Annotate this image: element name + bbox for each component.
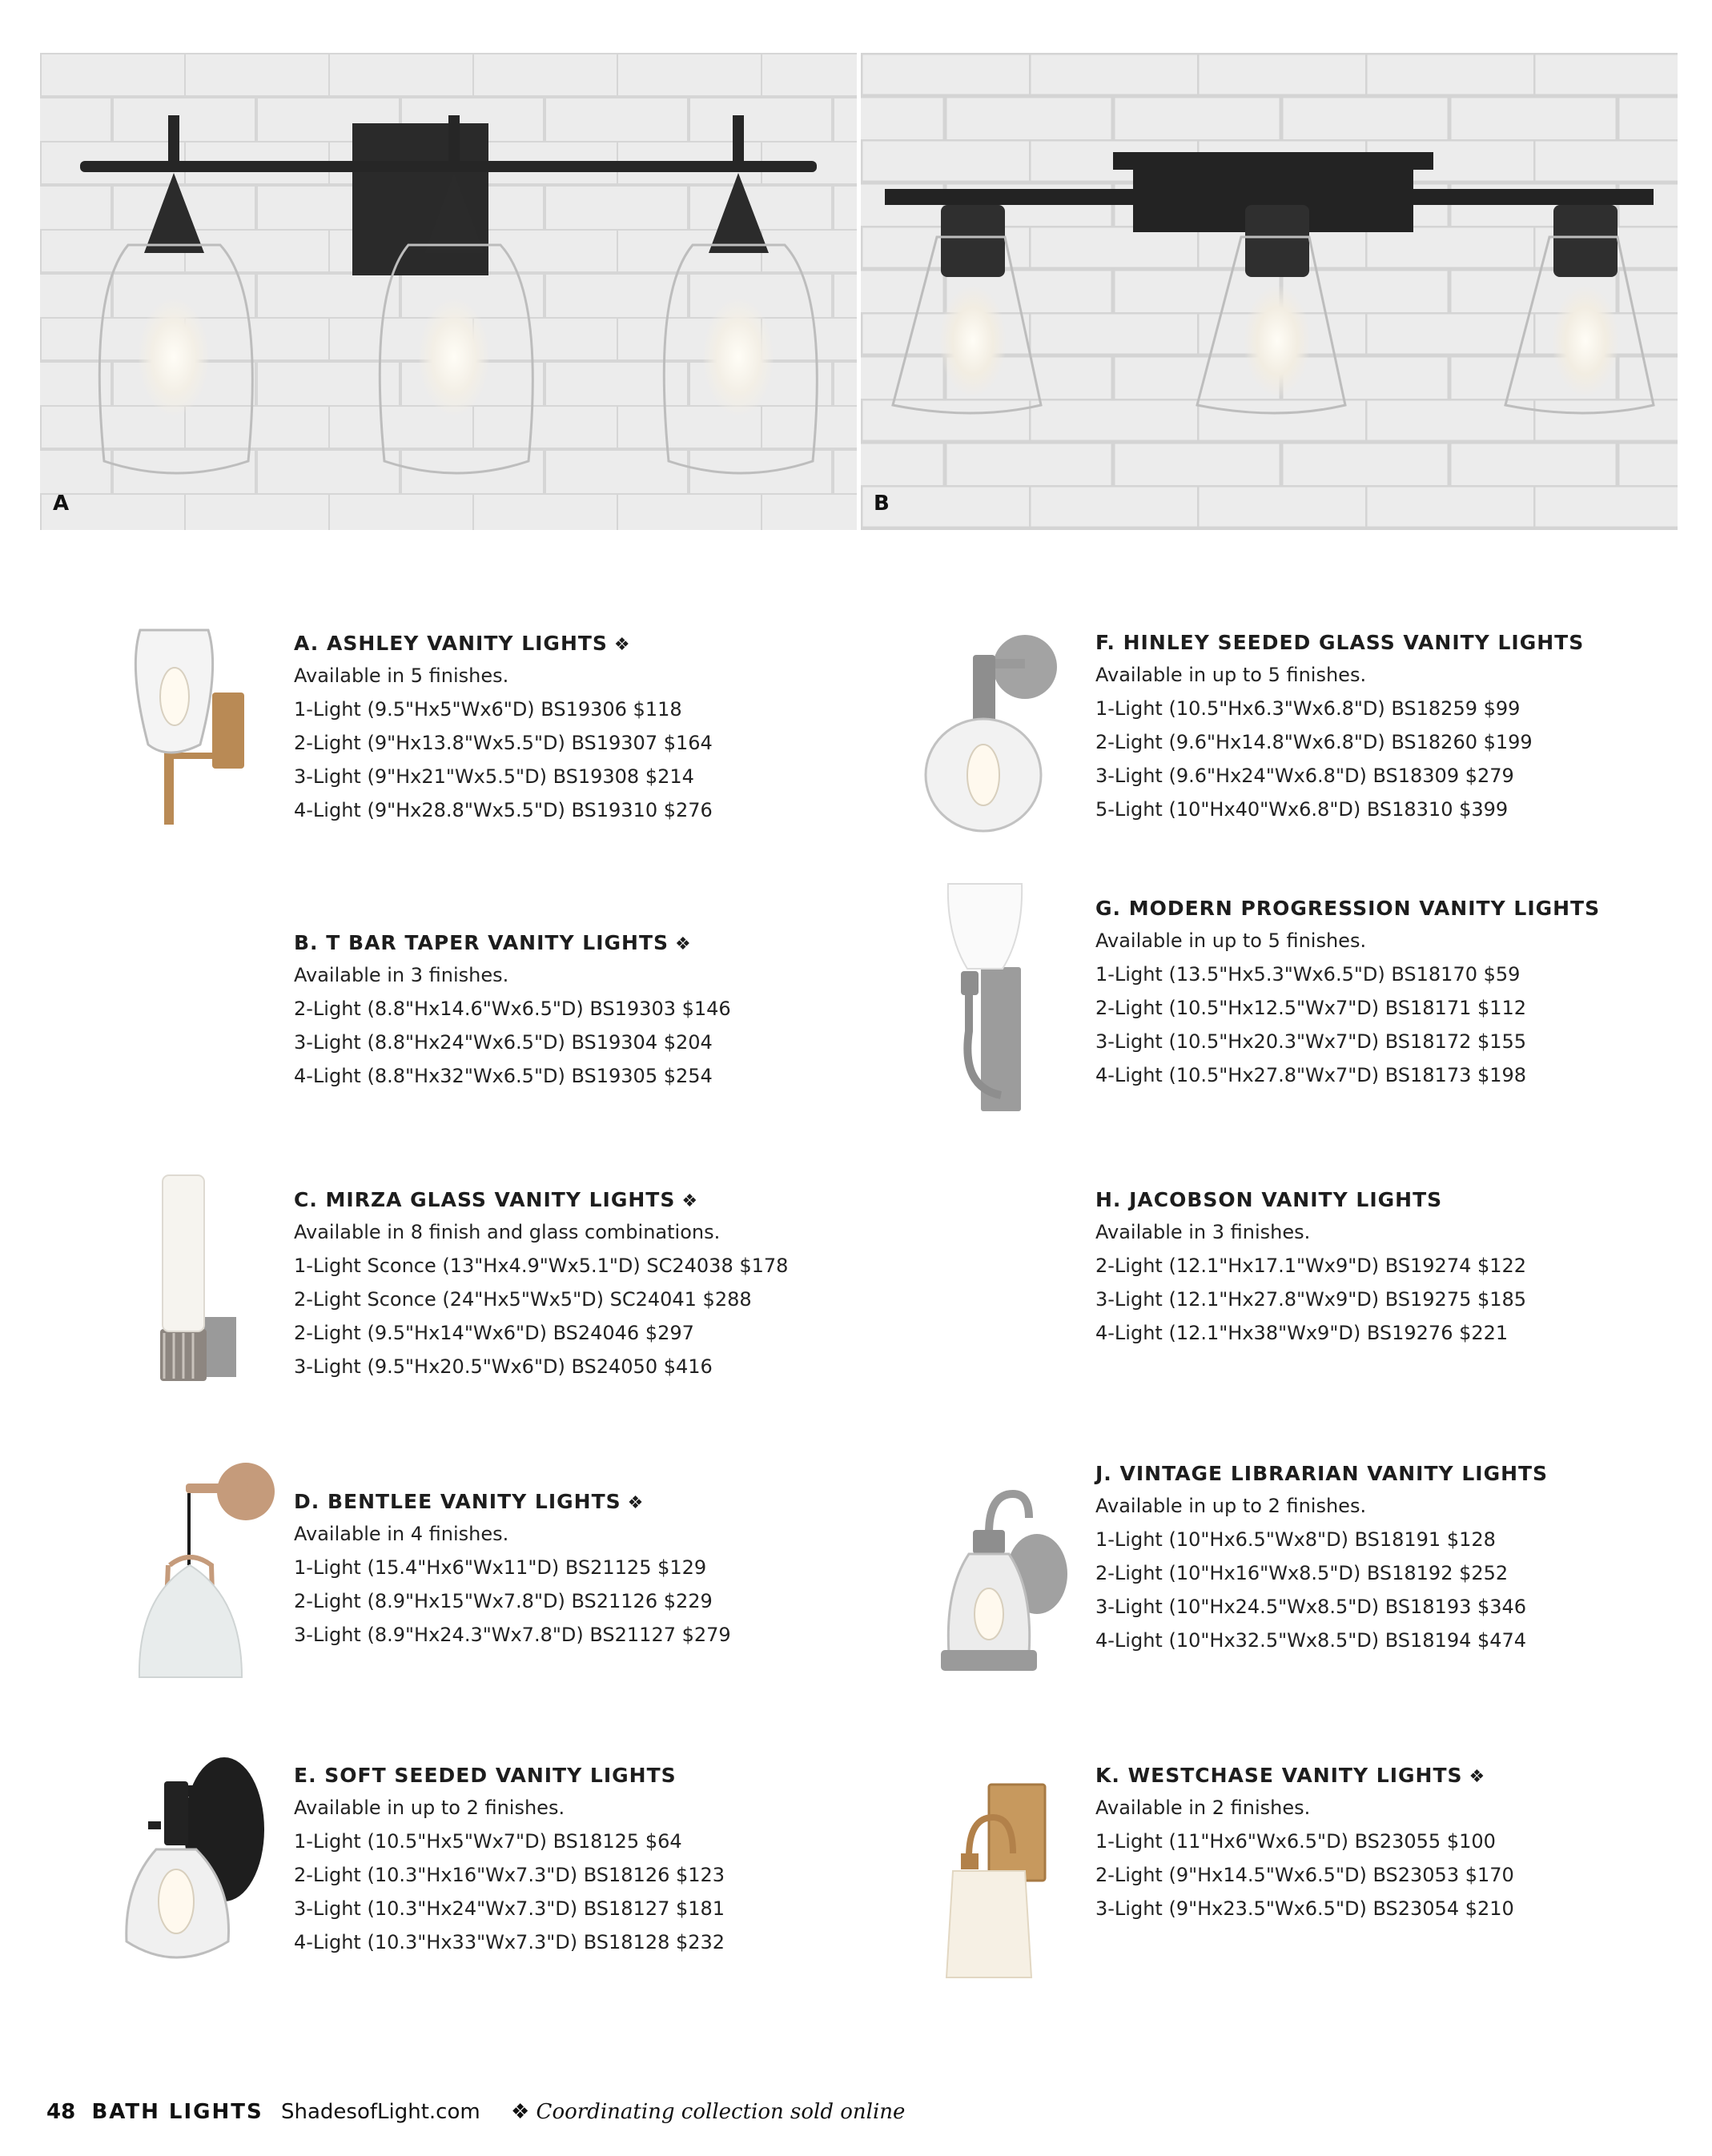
product-option: 1-Light (15.4"Hx6"Wx11"D) BS21125 $129 [294,1556,707,1579]
product-title: A. ASHLEY VANITY LIGHTS ❖ [294,632,631,655]
product-thumbnail [120,620,264,832]
vanity-light-photo-b [861,53,1678,530]
product-option: 1-Light Sconce (13"Hx4.9"Wx5.1"D) SC24038 $178 [294,1255,789,1277]
product-option: 4-Light (8.8"Hx32"Wx6.5"D) BS19305 $254 [294,1065,713,1087]
product-title: F. HINLEY SEEDED GLASS VANITY LIGHTS [1095,631,1585,654]
product-availability: Available in up to 5 finishes. [1095,929,1367,952]
vanity-light-photo-a [40,53,857,530]
photo-letter: A [53,492,70,516]
product-thumbnail [921,623,1073,842]
product-option: 1-Light (10"Hx6.5"Wx8"D) BS18191 $128 [1095,1528,1496,1551]
mirza-sconce-image [148,1169,244,1393]
coordinating-collection-icon: ❖ [681,1191,699,1211]
product-option: 2-Light (8.8"Hx14.6"Wx6.5"D) BS19303 $146 [294,998,731,1020]
product-option: 1-Light (10.5"Hx6.3"Wx6.8"D) BS18259 $99 [1095,697,1521,720]
product-thumbnail [130,1461,290,1704]
product-title: E. SOFT SEEDED VANITY LIGHTS [294,1764,677,1787]
product-title: H. JACOBSON VANITY LIGHTS [1095,1188,1443,1211]
product-thumbnail [148,1169,244,1396]
product-option: 2-Light (8.9"Hx15"Wx7.8"D) BS21126 $229 [294,1590,713,1612]
product-availability: Available in up to 5 finishes. [1095,664,1367,686]
footer-note: Coordinating collection sold online [536,2100,906,2124]
soft-seeded-sconce-image [120,1741,272,1973]
product-option: 3-Light (9"Hx23.5"Wx6.5"D) BS23054 $210 [1095,1897,1514,1920]
coordinating-collection-icon: ❖ [1469,1767,1486,1787]
coordinating-collection-icon: ❖ [627,1493,645,1513]
product-title: C. MIRZA GLASS VANITY LIGHTS ❖ [294,1188,699,1211]
product-option: 2-Light (10.5"Hx12.5"Wx7"D) BS18171 $112 [1095,997,1527,1019]
product-option: 1-Light (9.5"Hx5"Wx6"D) BS19306 $118 [294,698,682,721]
product-option: 3-Light (8.8"Hx24"Wx6.5"D) BS19304 $204 [294,1031,713,1054]
product-option: 3-Light (9"Hx21"Wx5.5"D) BS19308 $214 [294,765,694,788]
photo-letter: B [874,492,890,516]
product-option: 1-Light (11"Hx6"Wx6.5"D) BS23055 $100 [1095,1830,1496,1853]
product-availability: Available in up to 2 finishes. [294,1797,565,1819]
product-option: 4-Light (9"Hx28.8"Wx5.5"D) BS19310 $276 [294,799,713,821]
product-thumbnail [925,1486,1085,1697]
website-link[interactable]: ShadesofLight.com [281,2100,480,2124]
product-option: 2-Light (9"Hx14.5"Wx6.5"D) BS23053 $170 [1095,1864,1514,1886]
coordinating-collection-icon: ❖ [510,2100,530,2124]
product-option: 3-Light (8.9"Hx24.3"Wx7.8"D) BS21127 $279 [294,1624,731,1646]
vintage-librarian-sconce-image [925,1486,1085,1694]
product-option: 2-Light Sconce (24"Hx5"Wx5"D) SC24041 $288 [294,1288,752,1311]
product-option: 4-Light (12.1"Hx38"Wx9"D) BS19276 $221 [1095,1322,1509,1344]
coordinating-collection-icon: ❖ [675,934,692,954]
product-thumbnail [120,1741,272,1977]
photo-a [40,53,857,530]
photo-b [861,53,1678,530]
product-option: 3-Light (12.1"Hx27.8"Wx9"D) BS19275 $185 [1095,1288,1527,1311]
product-title: G. MODERN PROGRESSION VANITY LIGHTS [1095,897,1601,920]
product-option: 2-Light (9.6"Hx14.8"Wx6.8"D) BS18260 $199 [1095,731,1533,753]
product-title: D. BENTLEE VANITY LIGHTS ❖ [294,1490,645,1513]
product-option: 3-Light (9.5"Hx20.5"Wx6"D) BS24050 $416 [294,1355,713,1378]
modern-progression-sconce-image [945,879,1049,1119]
product-title: B. T BAR TAPER VANITY LIGHTS ❖ [294,931,692,954]
product-option: 2-Light (10.3"Hx16"Wx7.3"D) BS18126 $123 [294,1864,725,1886]
product-option: 3-Light (10.5"Hx20.3"Wx7"D) BS18172 $155 [1095,1030,1527,1053]
section-title: BATH LIGHTS [91,2100,263,2124]
product-option: 3-Light (10.3"Hx24"Wx7.3"D) BS18127 $181 [294,1897,725,1920]
bentlee-sconce-image [130,1461,290,1701]
product-option: 2-Light (9"Hx13.8"Wx5.5"D) BS19307 $164 [294,732,713,754]
ashley-sconce-image [120,620,264,829]
westchase-sconce-image [945,1781,1049,1981]
product-availability: Available in 3 finishes. [1095,1221,1311,1243]
product-option: 2-Light (10"Hx16"Wx8.5"D) BS18192 $252 [1095,1562,1509,1584]
product-option: 4-Light (10.5"Hx27.8"Wx7"D) BS18173 $198 [1095,1064,1527,1086]
product-option: 4-Light (10.3"Hx33"Wx7.3"D) BS18128 $232 [294,1931,725,1953]
product-option: 2-Light (9.5"Hx14"Wx6"D) BS24046 $297 [294,1322,694,1344]
product-title: J. VINTAGE LIBRARIAN VANITY LIGHTS [1095,1462,1549,1485]
product-availability: Available in 8 finish and glass combinations. [294,1221,721,1243]
hinley-sconce-image [921,623,1073,839]
product-option: 1-Light (13.5"Hx5.3"Wx6.5"D) BS18170 $59 [1095,963,1521,986]
product-availability: Available in 3 finishes. [294,964,509,986]
product-option: 1-Light (10.5"Hx5"Wx7"D) BS18125 $64 [294,1830,682,1853]
product-availability: Available in 5 finishes. [294,664,509,687]
product-option: 5-Light (10"Hx40"Wx6.8"D) BS18310 $399 [1095,798,1509,821]
page-number: 48 [46,2100,76,2124]
coordinating-collection-icon: ❖ [613,635,631,655]
product-option: 3-Light (10"Hx24.5"Wx8.5"D) BS18193 $346 [1095,1596,1527,1618]
product-availability: Available in 2 finishes. [1095,1797,1311,1819]
product-availability: Available in up to 2 finishes. [1095,1495,1367,1517]
product-availability: Available in 4 finishes. [294,1523,509,1545]
page-footer [46,2100,905,2124]
product-title: K. WESTCHASE VANITY LIGHTS ❖ [1095,1764,1486,1787]
product-option: 3-Light (9.6"Hx24"Wx6.8"D) BS18309 $279 [1095,765,1514,787]
product-option: 2-Light (12.1"Hx17.1"Wx9"D) BS19274 $122 [1095,1255,1527,1277]
product-thumbnail [945,1781,1049,1985]
product-option: 4-Light (10"Hx32.5"Wx8.5"D) BS18194 $474 [1095,1629,1527,1652]
product-thumbnail [945,879,1049,1122]
